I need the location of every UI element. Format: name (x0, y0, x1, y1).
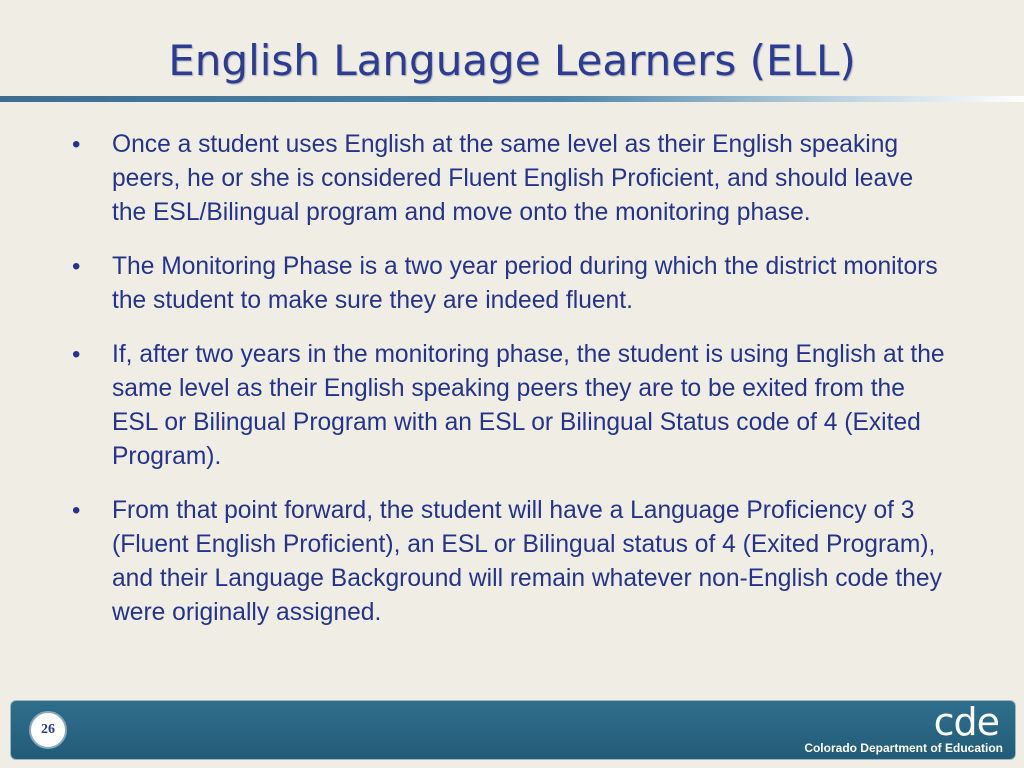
bullet-dot-icon: • (72, 341, 81, 368)
cde-logo (763, 700, 1003, 759)
bullet-text: Once a student uses English at the same level as their English speaking peers, he or she is considered Fluent English Proficient, and should leave the ESL/Bilingual program and move onto the monitoring phase. (112, 131, 914, 226)
bullet-dot-icon: • (72, 497, 81, 524)
bullet-item (72, 494, 952, 630)
bullet-list (72, 128, 952, 650)
slide-title: English Language Learners (ELL) (168, 36, 856, 85)
bullet-item (72, 128, 952, 230)
footer-bar (10, 700, 1016, 760)
logo-text: Colorado Department of Education (804, 741, 1003, 755)
bullet-dot-icon: • (72, 131, 81, 158)
page-number: 26 (29, 711, 67, 749)
logo-mark: cde (933, 700, 999, 744)
bullet-text: From that point forward, the student will have a Language Proficiency of 3 (Fluent English Proficient), an ESL or Bilingual status of 4 (Exited Program), and their Language Background will remain whatever non-English code they were originally assigned. (112, 497, 942, 626)
bullet-text: The Monitoring Phase is a two year period during which the district monitors the student to make sure they are indeed fluent. (112, 253, 938, 314)
bullet-dot-icon: • (72, 253, 81, 280)
bullet-item (72, 250, 952, 318)
title-divider (0, 96, 1024, 102)
bullet-text: If, after two years in the monitoring phase, the student is using English at the same level as their English speaking peers they are to be exited from the ESL or Bilingual Program with an ESL or Bilingual Status code of 4 (Exited Program). (112, 341, 945, 470)
bullet-item (72, 338, 952, 474)
